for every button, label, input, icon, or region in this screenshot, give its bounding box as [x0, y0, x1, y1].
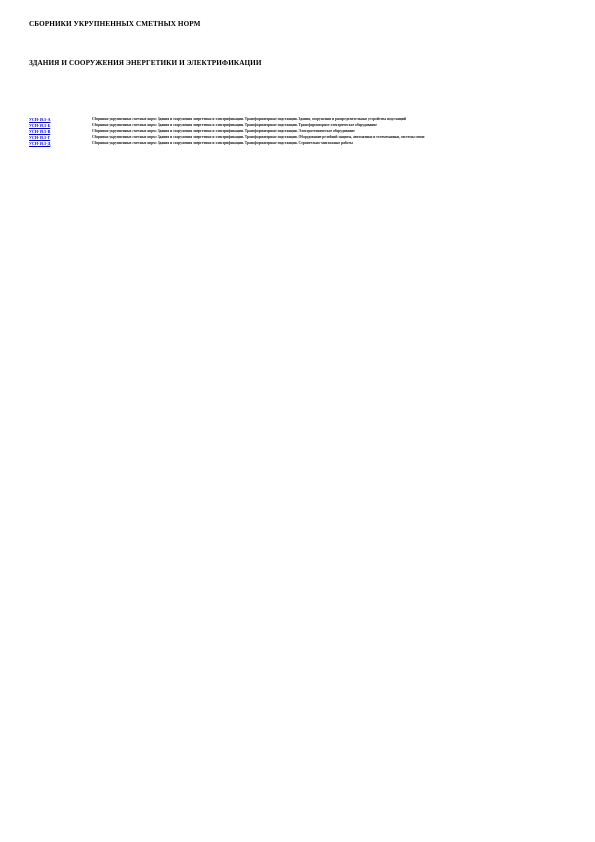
- norm-description: Сборники укрупненных сметных норм: Здания и сооружения энергетики и электрификации. Трансформаторные подстанции. Трансформаторное электрическое оборудование: [92, 123, 377, 127]
- norm-code-link[interactable]: УСН-19.5-А: [29, 117, 51, 122]
- norm-code-link[interactable]: УСН-19.5-В: [29, 129, 51, 134]
- list-item: [29, 141, 549, 146]
- norm-description: Сборники укрупненных сметных норм: Здания и сооружения энергетики и электрификации. Трансформаторные подстанции. Здания, сооружения и распределительные устройства подстанций: [92, 117, 407, 121]
- document-subtitle: ЗДАНИЯ И СООРУЖЕНИЯ ЭНЕРГЕТИКИ И ЭЛЕКТРИФИКАЦИИ: [29, 59, 262, 67]
- norm-code-link[interactable]: УСН-19.5-Д: [29, 141, 51, 146]
- list-item: [29, 129, 549, 134]
- list-item: [29, 117, 549, 122]
- norm-description: Сборники укрупненных сметных норм: Здания и сооружения энергетики и электрификации. Трансформаторные подстанции. Оборудование релейной защиты, автоматики и телемеханики, системы связи: [92, 135, 425, 139]
- norm-code-link[interactable]: УСН-19.5-Б: [29, 123, 51, 128]
- norm-code-link[interactable]: УСН-19.5-Г: [29, 135, 51, 140]
- list-item: [29, 123, 549, 128]
- norm-description: Сборники укрупненных сметных норм: Здания и сооружения энергетики и электрификации. Трансформаторные подстанции. Строительно-монтажные работы: [92, 141, 353, 145]
- norm-description: Сборники укрупненных сметных норм: Здания и сооружения энергетики и электрификации. Трансформаторные подстанции. Электротехническое оборудование: [92, 129, 355, 133]
- list-item: [29, 135, 549, 140]
- norms-list: [29, 117, 549, 147]
- document-title: СБОРНИКИ УКРУПНЕННЫХ СМЕТНЫХ НОРМ: [29, 20, 201, 28]
